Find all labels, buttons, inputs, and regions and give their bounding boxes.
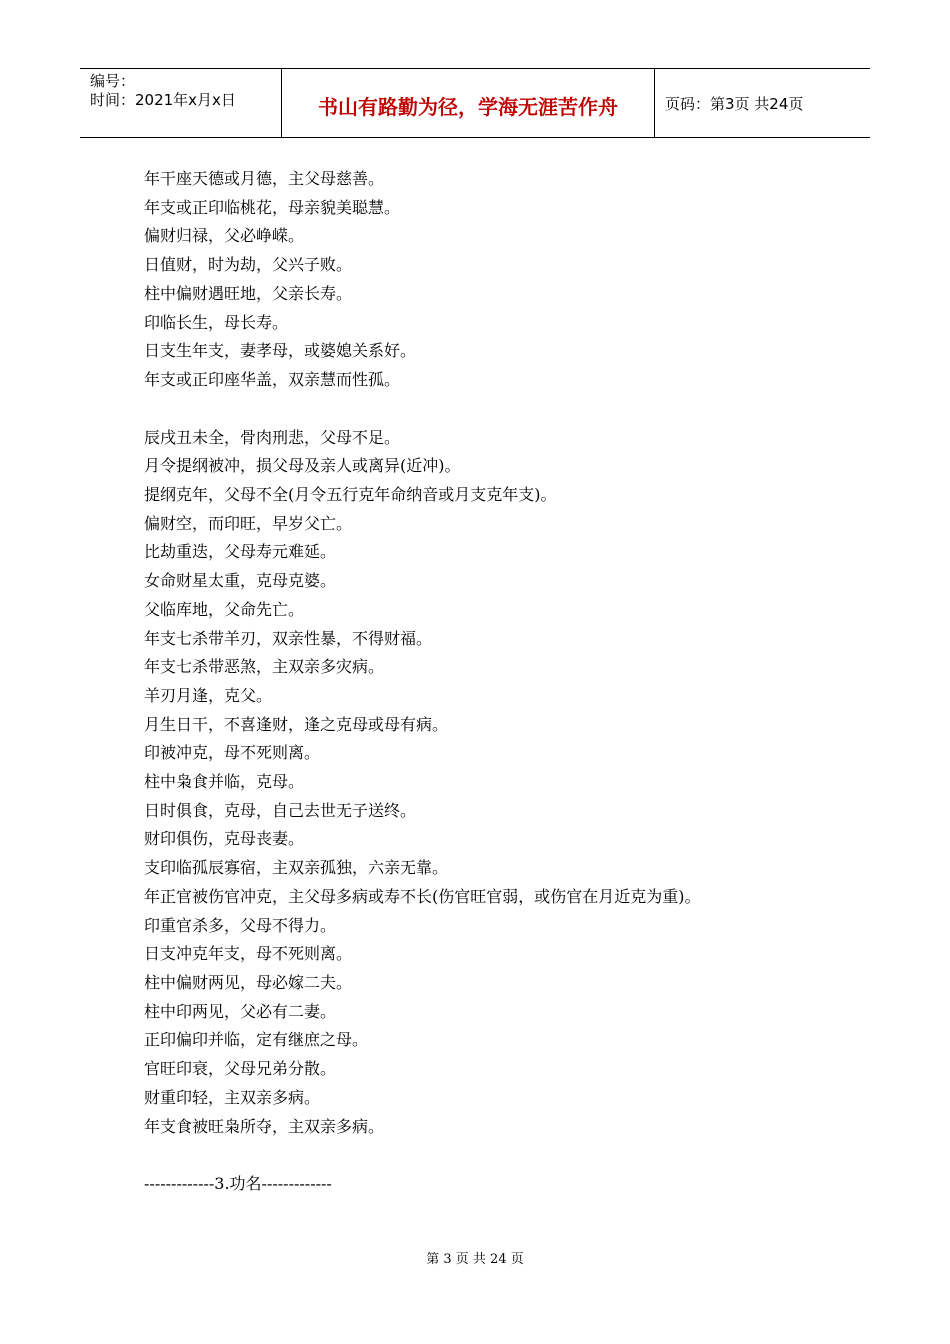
text-line: 日时俱食，克母，自己去世无子送终。 [144,800,417,820]
text-line: 偏财归禄，父必峥嵘。 [144,226,305,246]
header-motto-cell [282,69,655,137]
page-footer: 第 3 页 共 24 页 [426,1252,524,1267]
text-line: 柱中偏财两见，母必嫁二夫。 [144,972,353,992]
text-line: 辰戌丑未全，骨肉刑悲，父母不足。 [144,427,401,447]
text-line: 年正官被伤官冲克，主父母多病或寿不长(伤官旺官弱，或伤官在月近克为重)。 [144,886,701,906]
text-line: 比劫重迭，父母寿元难延。 [144,542,337,562]
text-line: 日支冲克年支，母不死则离。 [144,944,353,964]
text-line: 羊刃月逢，克父。 [144,685,273,705]
text-line: 年支或正印座华盖，双亲慧而性孤。 [144,369,401,389]
paragraph-gap [144,395,824,424]
text-line: 财重印轻，主双亲多病。 [144,1087,321,1107]
text-line: 年支七杀带羊刃，双亲性暴，不得财福。 [144,628,433,648]
text-line: 月生日干，不喜逢财，逢之克母或母有病。 [144,714,449,734]
header-page-cell [655,69,870,137]
text-line: 提纲克年，父母不全(月令五行克年命纳音或月支克年支)。 [144,485,557,505]
text-line: 年支食被旺枭所夺，主双亲多病。 [144,1116,385,1136]
text-line: 父临库地，父命先亡。 [144,599,305,619]
text-line: 正印偏印并临，定有继庶之母。 [144,1030,369,1050]
header-motto: 书山有路勤为径，学海无涯苦作舟 [318,95,618,119]
document-number-label: 编号： [90,72,136,90]
document-time-label: 时间：2021年x月x日 [90,91,236,109]
text-line: 柱中偏财遇旺地，父亲长寿。 [144,283,353,303]
section-1 [144,165,824,395]
header-meta-cell [80,69,282,137]
page-header [80,68,870,138]
text-line: 年干座天德或月德，主父母慈善。 [144,169,385,188]
text-line: 日值财，时为劫，父兴子败。 [144,255,353,275]
text-line: 年支或正印临桃花，母亲貌美聪慧。 [144,197,401,217]
text-line: 柱中印两见，父必有二妻。 [144,1001,337,1021]
text-line: 印临长生，母长寿。 [144,312,289,332]
text-line: 官旺印衰，父母兄弟分散。 [144,1059,337,1079]
text-line: 财印俱伤，克母丧妻。 [144,829,305,849]
header-page-info: 页码：第3页 共24页 [665,95,804,113]
text-line: 日支生年支，妻孝母，或婆媳关系好。 [144,341,417,361]
section-heading: -------------3.功名------------- [144,1174,332,1194]
document-body [144,165,824,1199]
text-line: 印重官杀多，父母不得力。 [144,915,337,935]
text-line: 女命财星太重，克母克婆。 [144,571,337,591]
text-line: 柱中枭食并临，克母。 [144,772,305,792]
text-line: 印被冲克，母不死则离。 [144,743,321,763]
text-line: 支印临孤辰寡宿，主双亲孤独，六亲无靠。 [144,858,449,878]
paragraph-gap [144,1141,824,1170]
text-line: 偏财空，而印旺，早岁父亡。 [144,513,353,533]
section-2 [144,424,824,1142]
text-line: 年支七杀带恶煞，主双亲多灾病。 [144,657,385,677]
text-line: 月令提纲被冲，损父母及亲人或离异(近冲)。 [144,456,461,476]
